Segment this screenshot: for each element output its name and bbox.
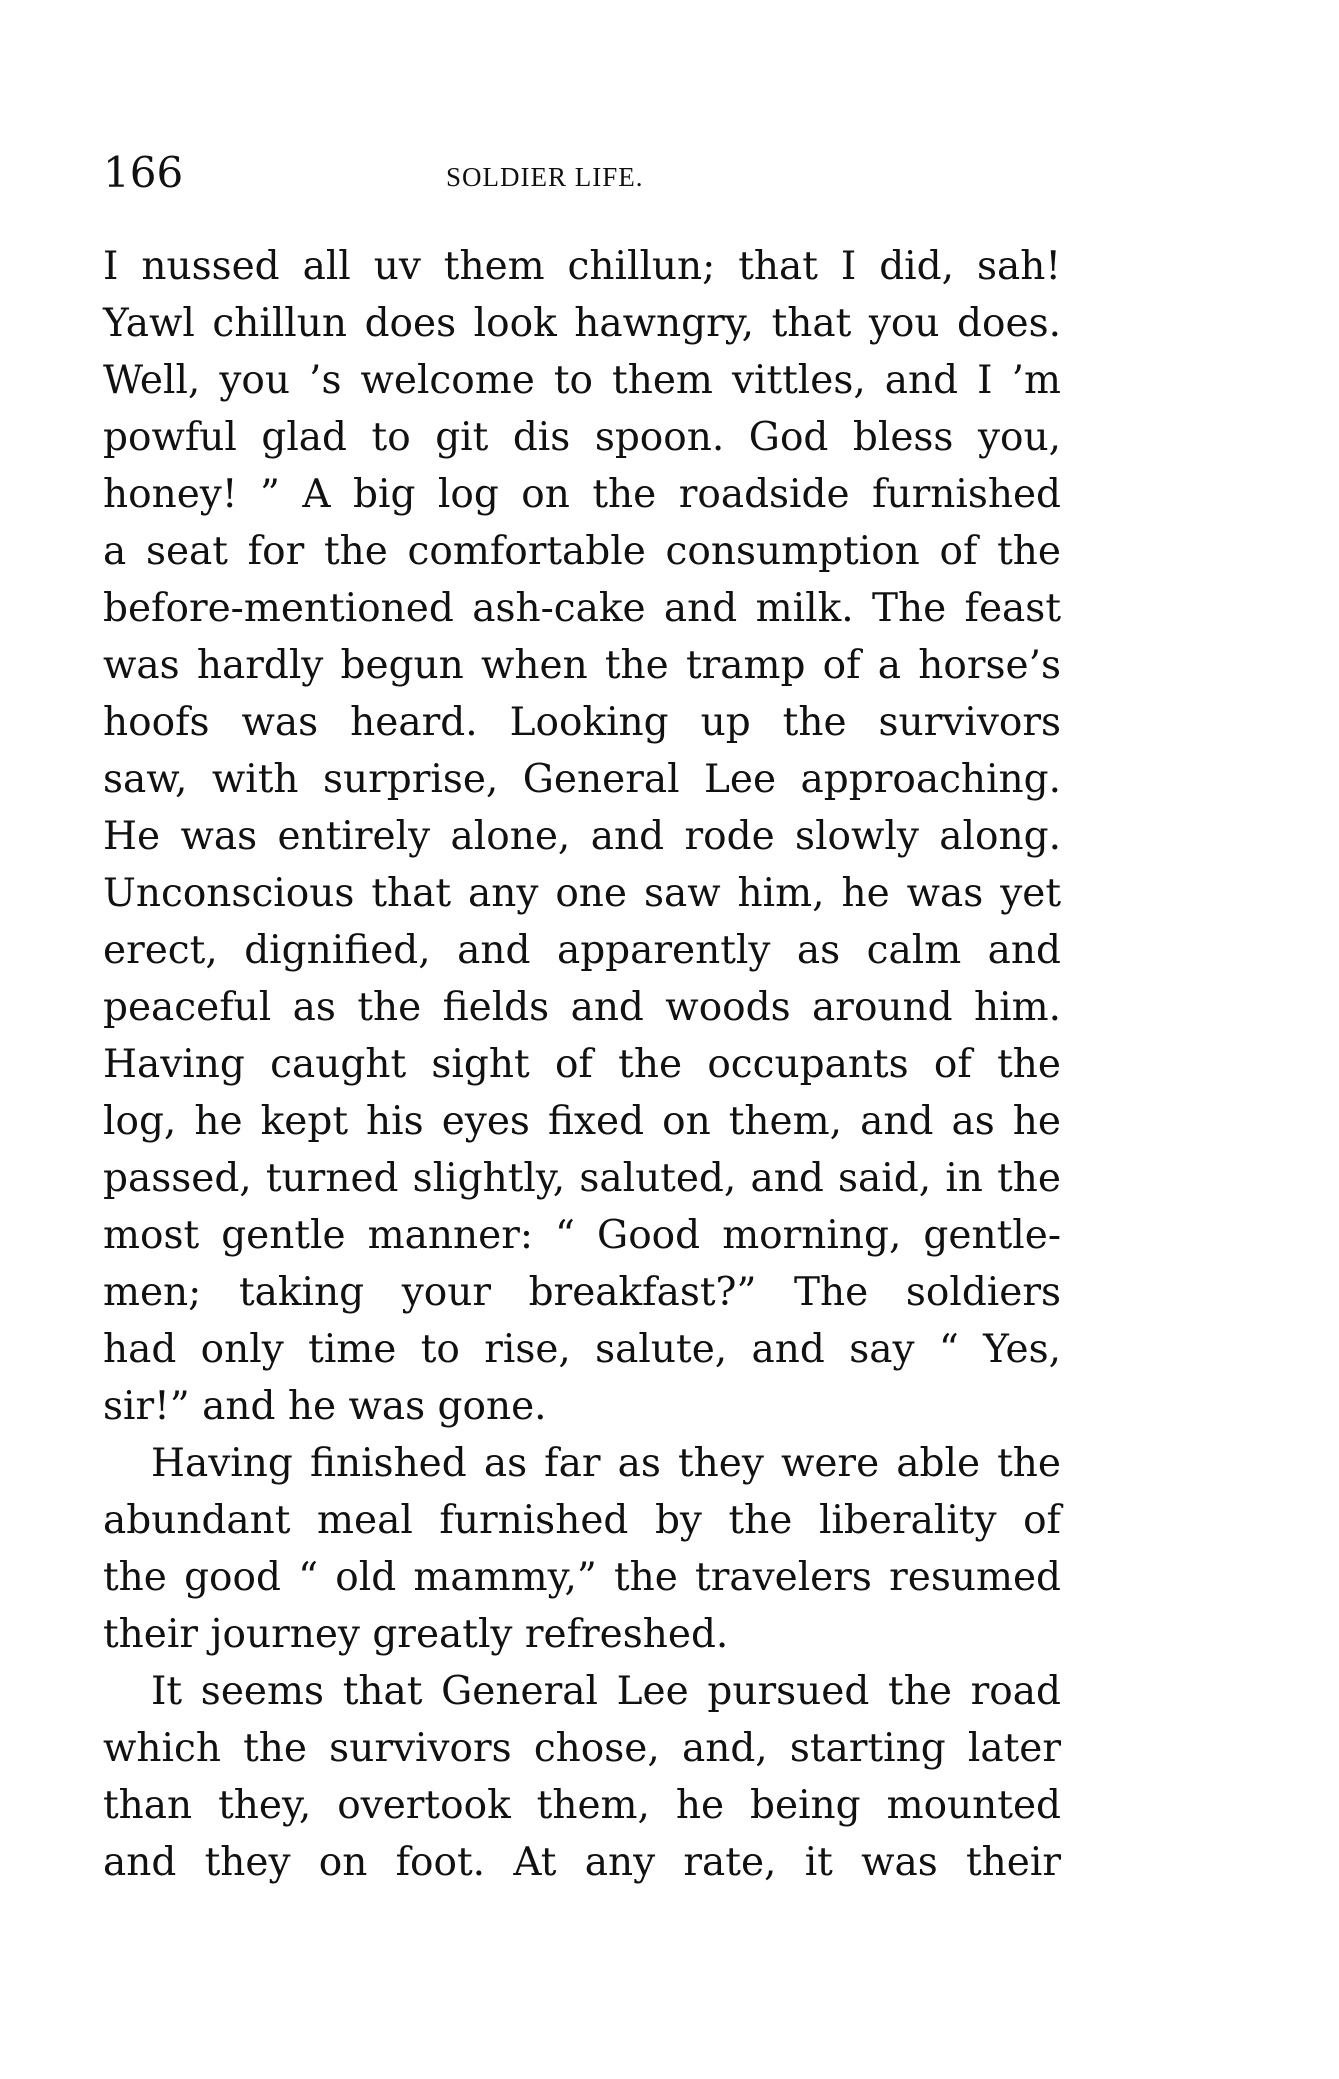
text-line: He was entirely alone, and rode slowly along. — [103, 814, 1061, 859]
text-line: the good “ old mammy,” the travelers resumed — [103, 1555, 1061, 1600]
text-line: honey! ” A big log on the roadside furnished — [103, 472, 1061, 517]
text-line: sir!” and he was gone. — [103, 1384, 547, 1429]
text-line: erect, dignified, and apparently as calm and — [103, 928, 1061, 973]
paragraph-1 — [103, 238, 1061, 1435]
paragraph-3 — [103, 1663, 1061, 1891]
text-line: than they, overtook them, he being mounted — [103, 1783, 1061, 1828]
text-line: Yawl chillun does look hawngry, that you does. — [103, 301, 1061, 346]
text-line: most gentle manner: “ Good morning, gentle- — [103, 1213, 1061, 1258]
page-number: 166 — [103, 148, 184, 197]
text-line: Having caught sight of the occupants of the — [103, 1042, 1061, 1087]
text-line: abundant meal furnished by the liberality of — [103, 1498, 1061, 1543]
text-line: was hardly begun when the tramp of a horse’s — [103, 643, 1061, 688]
text-line: had only time to rise, salute, and say “ Yes, — [103, 1327, 1061, 1372]
text-line: Having finished as far as they were able the — [151, 1441, 1061, 1486]
text-line: saw, with surprise, General Lee approaching. — [103, 757, 1061, 802]
text-line: Unconscious that any one saw him, he was yet — [103, 871, 1061, 916]
text-line: men; taking your breakfast?” The soldiers — [103, 1270, 1061, 1315]
text-line: peaceful as the fields and woods around him. — [103, 985, 1061, 1030]
text-line: powful glad to git dis spoon. God bless you, — [103, 415, 1061, 460]
text-line: which the survivors chose, and, starting later — [103, 1726, 1061, 1771]
text-line: a seat for the comfortable consumption of the — [103, 529, 1061, 574]
text-line: Well, you ’s welcome to them vittles, and I ’m — [103, 358, 1061, 403]
page-header — [103, 150, 1103, 210]
text-line: I nussed all uv them chillun; that I did, sah! — [103, 244, 1061, 289]
text-line: It seems that General Lee pursued the road — [151, 1669, 1061, 1714]
text-line: their journey greatly refreshed. — [103, 1612, 729, 1657]
text-line: hoofs was heard. Looking up the survivors — [103, 700, 1061, 745]
text-line: passed, turned slightly, saluted, and said, in the — [103, 1156, 1061, 1201]
text-line: before-mentioned ash-cake and milk. The feast — [103, 586, 1061, 631]
text-line: log, he kept his eyes fixed on them, and as he — [103, 1099, 1061, 1144]
text-line: and they on foot. At any rate, it was their — [103, 1840, 1061, 1885]
body-text — [103, 238, 1061, 1891]
paragraph-2 — [103, 1435, 1061, 1663]
running-head: SOLDIER LIFE. — [446, 162, 644, 192]
